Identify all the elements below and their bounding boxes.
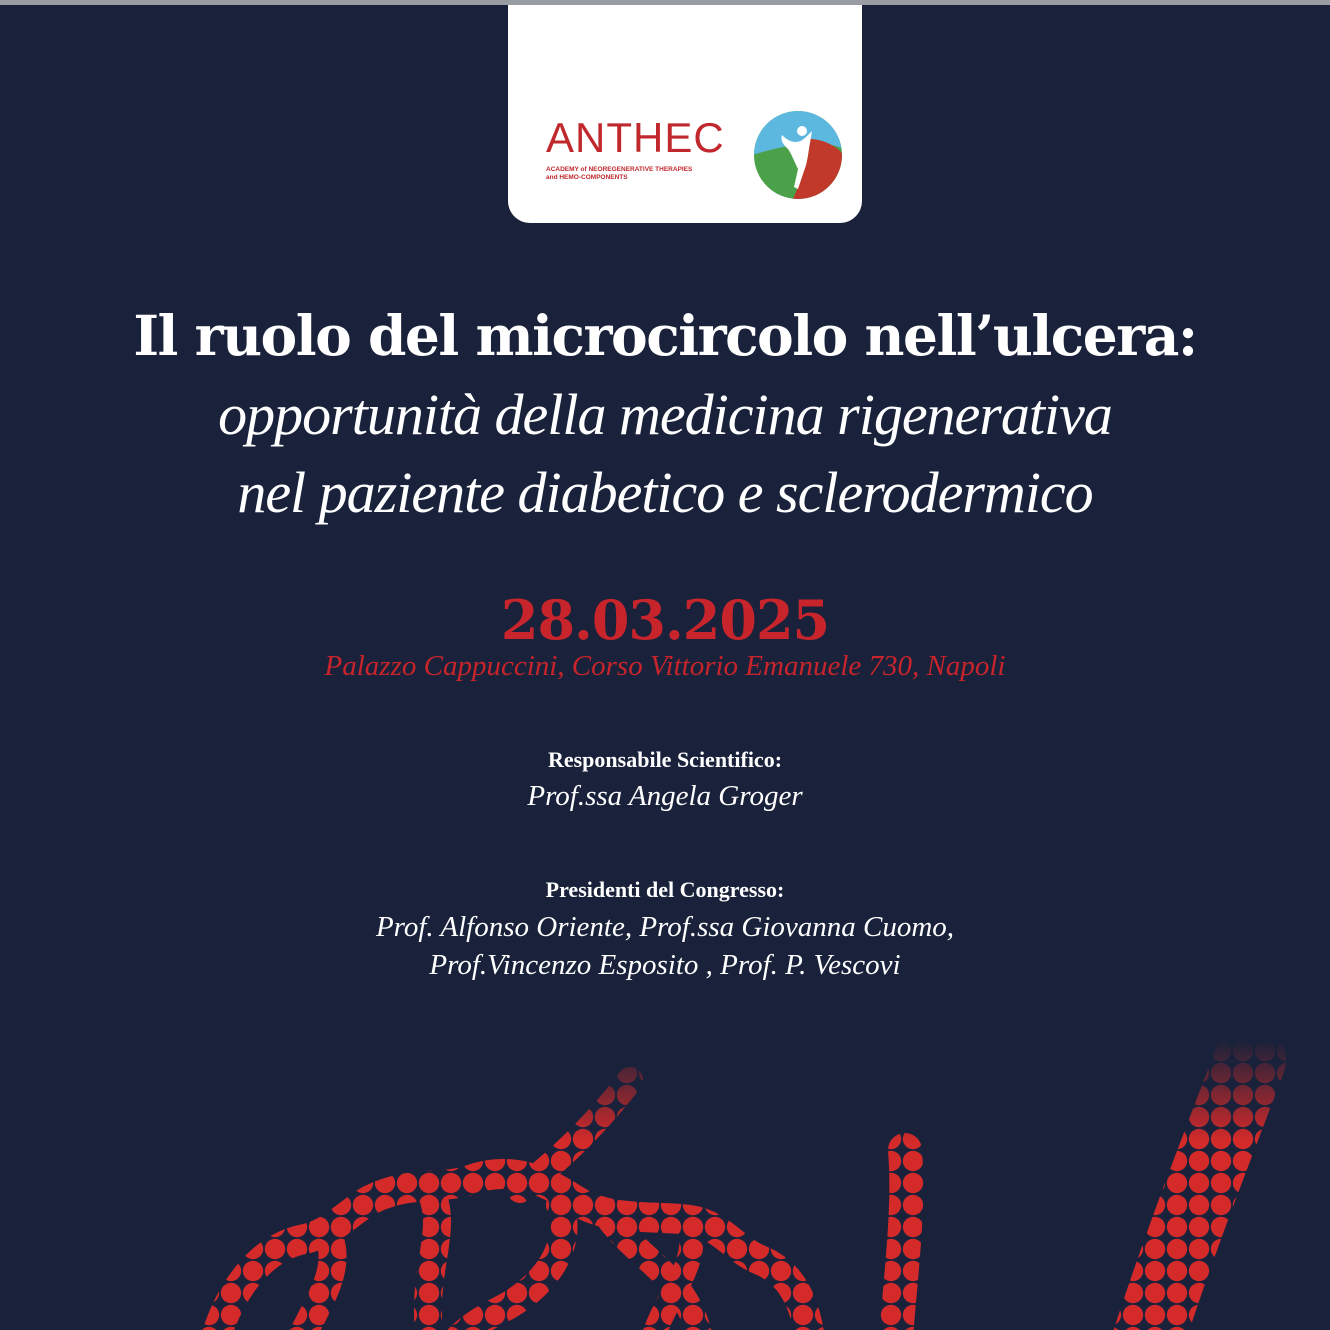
event-subtitle-line-2: nel paziente diabetico e sclerodermico [237, 460, 1093, 525]
microcirculation-vessel-graphic [0, 1040, 1330, 1330]
scientific-lead-label: Responsabile Scientifico: [547, 747, 783, 772]
presidents-line-1: Prof. Alfonso Oriente, Prof.ssa Giovanna Cuomo, [375, 911, 955, 943]
logo-figure-icon [752, 109, 844, 201]
presidents-label: Presidenti del Congresso: [545, 877, 785, 902]
logo-subtitle [546, 166, 692, 182]
logo-subtitle-line-1: ACADEMY of NEOREGENERATIVE THERAPIES [546, 166, 693, 173]
event-venue: Palazzo Cappuccini, Corso Vittorio Emanuele 730, Napoli [324, 650, 1006, 682]
event-title: Il ruolo del microcircolo nell’ulcera: [133, 303, 1197, 368]
scientific-lead-name: Prof.ssa Angela Groger [527, 780, 803, 812]
title-block [0, 296, 1330, 532]
logo-card [508, 5, 862, 223]
presidents-line-2: Prof.Vincenzo Esposito , Prof. P. Vescovi [429, 949, 901, 981]
event-subtitle-line-1: opportunità della medicina rigenerativa [218, 382, 1112, 447]
logo-wordmark: ANTHEC [546, 114, 725, 161]
logo-subtitle-line-2: and HEMO-COMPONENTS [546, 174, 628, 181]
event-date: 28.03.2025 [500, 588, 830, 652]
